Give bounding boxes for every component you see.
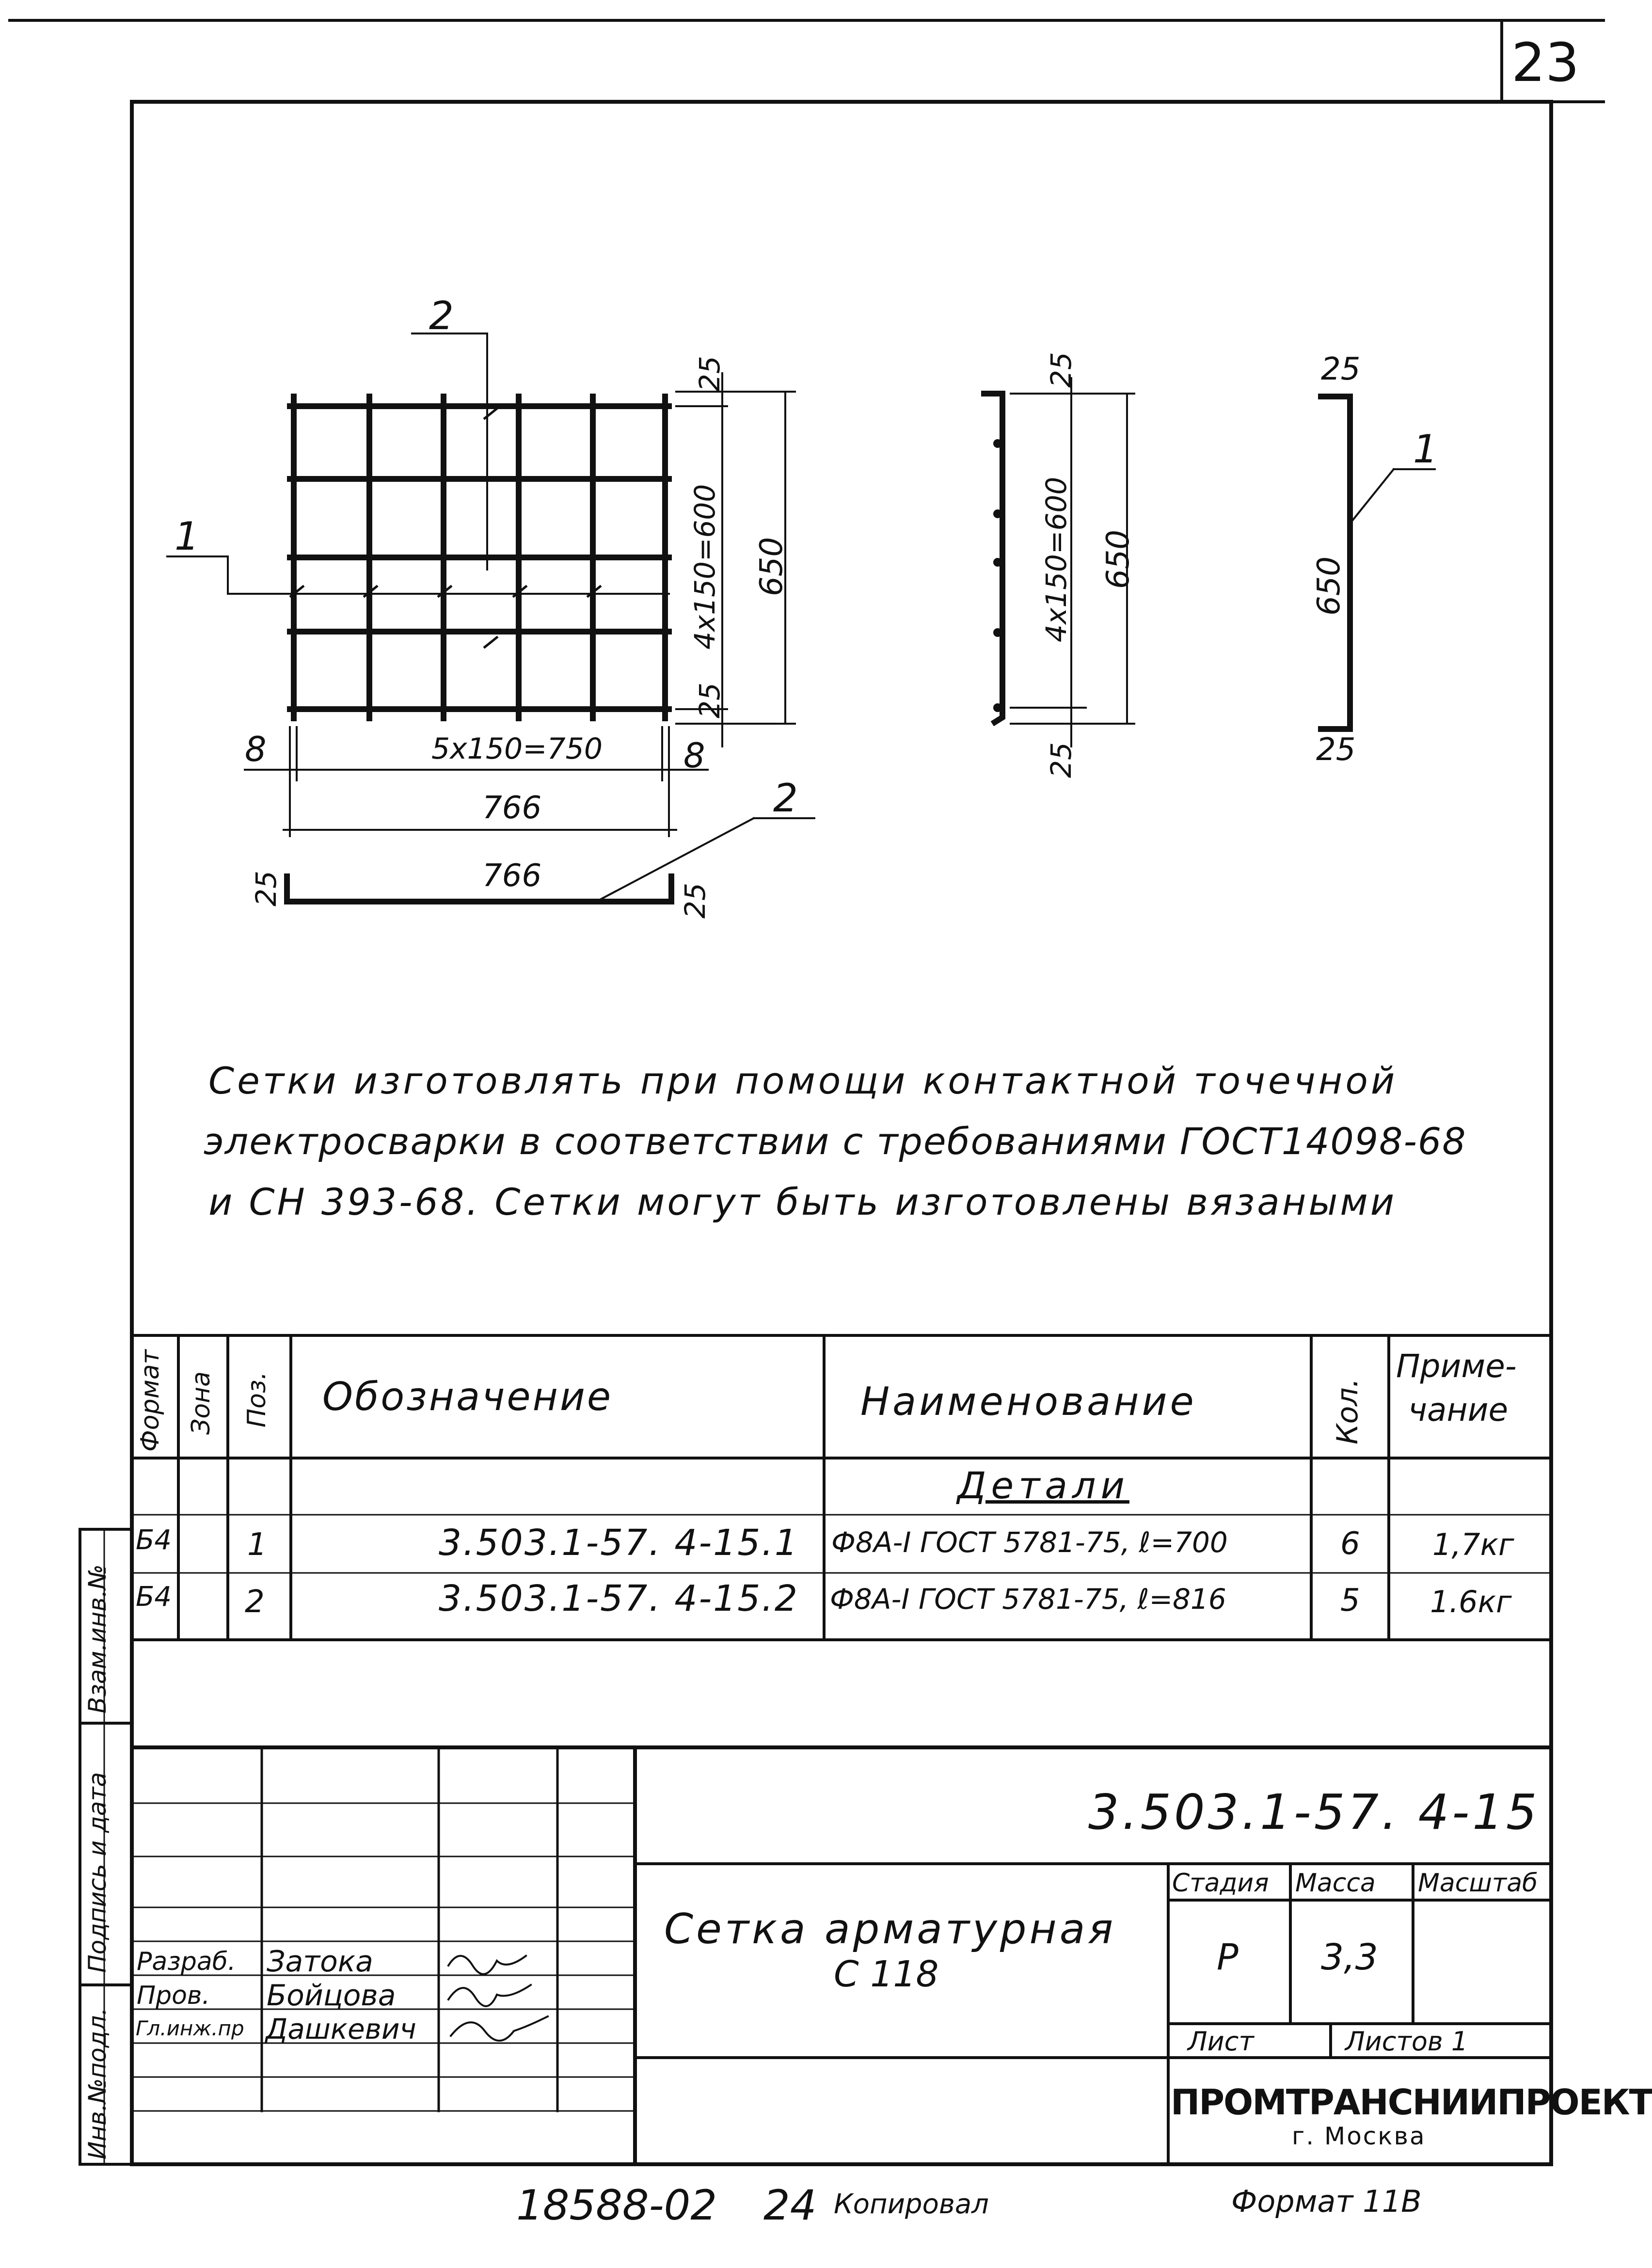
bar1-length: 650 xyxy=(1311,556,1347,616)
header-name: Наименование xyxy=(860,1379,1197,1424)
row1-name: Ф8А-I ГОСТ 5781-75, ℓ=700 xyxy=(831,1526,1228,1559)
mass-label: Масса xyxy=(1295,1869,1376,1898)
bar2-leader-pos: 2 xyxy=(773,776,798,821)
sheets-label: Листов 1 xyxy=(1345,2026,1468,2057)
footer-number: 18588-02 xyxy=(516,2181,717,2230)
header-format: Формат xyxy=(136,1349,165,1452)
row1-qty: 6 xyxy=(1340,1526,1360,1562)
bar1-end-bottom: 25 xyxy=(1316,732,1356,768)
sign-role-2: Пров. xyxy=(137,1981,210,2010)
footer-copied: Копировал xyxy=(834,2189,989,2220)
mesh-dim-pitch-vertical: 4x150=600 xyxy=(688,484,721,650)
row1-format: Б4 xyxy=(136,1524,172,1556)
bar2-length: 766 xyxy=(482,858,542,894)
mesh-dim-pitch-horizontal: 5x150=750 xyxy=(431,732,603,766)
row2-note: 1.6кг xyxy=(1430,1584,1512,1619)
title-line-2: С 118 xyxy=(834,1953,939,1995)
note-line-3: и СН 393-68. Сетки могут быть изготовлены вязаными xyxy=(208,1180,1397,1223)
row2-name: Ф8А-I ГОСТ 5781-75, ℓ=816 xyxy=(830,1583,1226,1616)
stamp-replace-inv: Взам.инв.№ xyxy=(83,1564,111,1713)
header-note-2: чание xyxy=(1408,1391,1509,1428)
city: г. Москва xyxy=(1292,2122,1426,2150)
mesh-dim-top-25: 25 xyxy=(693,356,726,392)
mesh-plan xyxy=(290,397,669,718)
row1-pos: 1 xyxy=(247,1527,267,1563)
signatures xyxy=(448,1956,548,2041)
sign-name-2: Бойцова xyxy=(267,1979,396,2013)
bar1-end-top: 25 xyxy=(1321,351,1361,387)
sign-name-1: Затока xyxy=(267,1945,373,1979)
stamp-original-inv: Инв.№подл. xyxy=(83,2007,111,2159)
scale-label: Масштаб xyxy=(1418,1869,1538,1898)
header-zone: Зона xyxy=(187,1371,216,1435)
side-dim-bottom-25: 25 xyxy=(1045,742,1078,778)
row1-designation: 3.503.1-57. 4-15.1 xyxy=(439,1522,799,1564)
mesh-dim-right-8: 8 xyxy=(683,736,705,776)
side-dim-pitch: 4x150=600 xyxy=(1040,476,1073,642)
row1-note: 1,7кг xyxy=(1432,1527,1514,1562)
stamp-signature-date: Подпись и дата xyxy=(83,1772,111,1973)
stage-value: Р xyxy=(1217,1936,1239,1978)
stage-label: Стадия xyxy=(1172,1869,1269,1898)
mesh-dim-total-height: 650 xyxy=(754,537,790,596)
mesh-dim-total-width: 766 xyxy=(482,790,542,826)
bar1-leader-pos: 1 xyxy=(1413,427,1438,472)
note-line-2: электросварки в соответствии с требованиями ГОСТ14098-68 xyxy=(204,1120,1467,1163)
mesh-leader-pos2: 2 xyxy=(429,293,454,338)
header-qty: Кол. xyxy=(1331,1378,1365,1444)
sheet-number: 23 xyxy=(1511,32,1579,94)
bar2-end-right: 25 xyxy=(679,883,712,919)
header-designation: Обозначение xyxy=(322,1374,613,1419)
header-pos: Поз. xyxy=(242,1371,271,1427)
sign-role-3: Гл.инж.пр xyxy=(136,2016,244,2040)
title-line-1: Сетка арматурная xyxy=(664,1905,1116,1953)
organization: ПРОМТРАНСНИИПРОЕКТ xyxy=(1171,2082,1652,2123)
document-code: 3.503.1-57. 4-15 xyxy=(1088,1784,1540,1840)
sign-role-1: Разраб. xyxy=(137,1947,236,1976)
mesh-dim-left-8: 8 xyxy=(245,730,267,769)
note-line-1: Сетки изготовлять при помощи контактной точечной xyxy=(208,1059,1398,1102)
bar2-end-left: 25 xyxy=(250,871,283,906)
side-dim-total: 650 xyxy=(1100,529,1136,589)
header-note-1: Приме- xyxy=(1396,1348,1517,1385)
row2-designation: 3.503.1-57. 4-15.2 xyxy=(439,1578,799,1619)
row2-format: Б4 xyxy=(136,1581,172,1613)
section-title: Детали xyxy=(957,1464,1129,1507)
side-dim-top-25: 25 xyxy=(1045,352,1078,388)
mesh-dim-bottom-25: 25 xyxy=(693,682,726,718)
sheet-label: Лист xyxy=(1188,2026,1254,2057)
row2-qty: 5 xyxy=(1340,1583,1360,1618)
footer-format: Формат 11В xyxy=(1231,2184,1422,2219)
footer-page: 24 xyxy=(763,2181,817,2230)
mass-value: 3,3 xyxy=(1321,1936,1378,1978)
mesh-leader-pos1: 1 xyxy=(175,514,199,559)
sign-name-3: Дашкевич xyxy=(266,2013,416,2046)
row2-pos: 2 xyxy=(245,1584,265,1620)
